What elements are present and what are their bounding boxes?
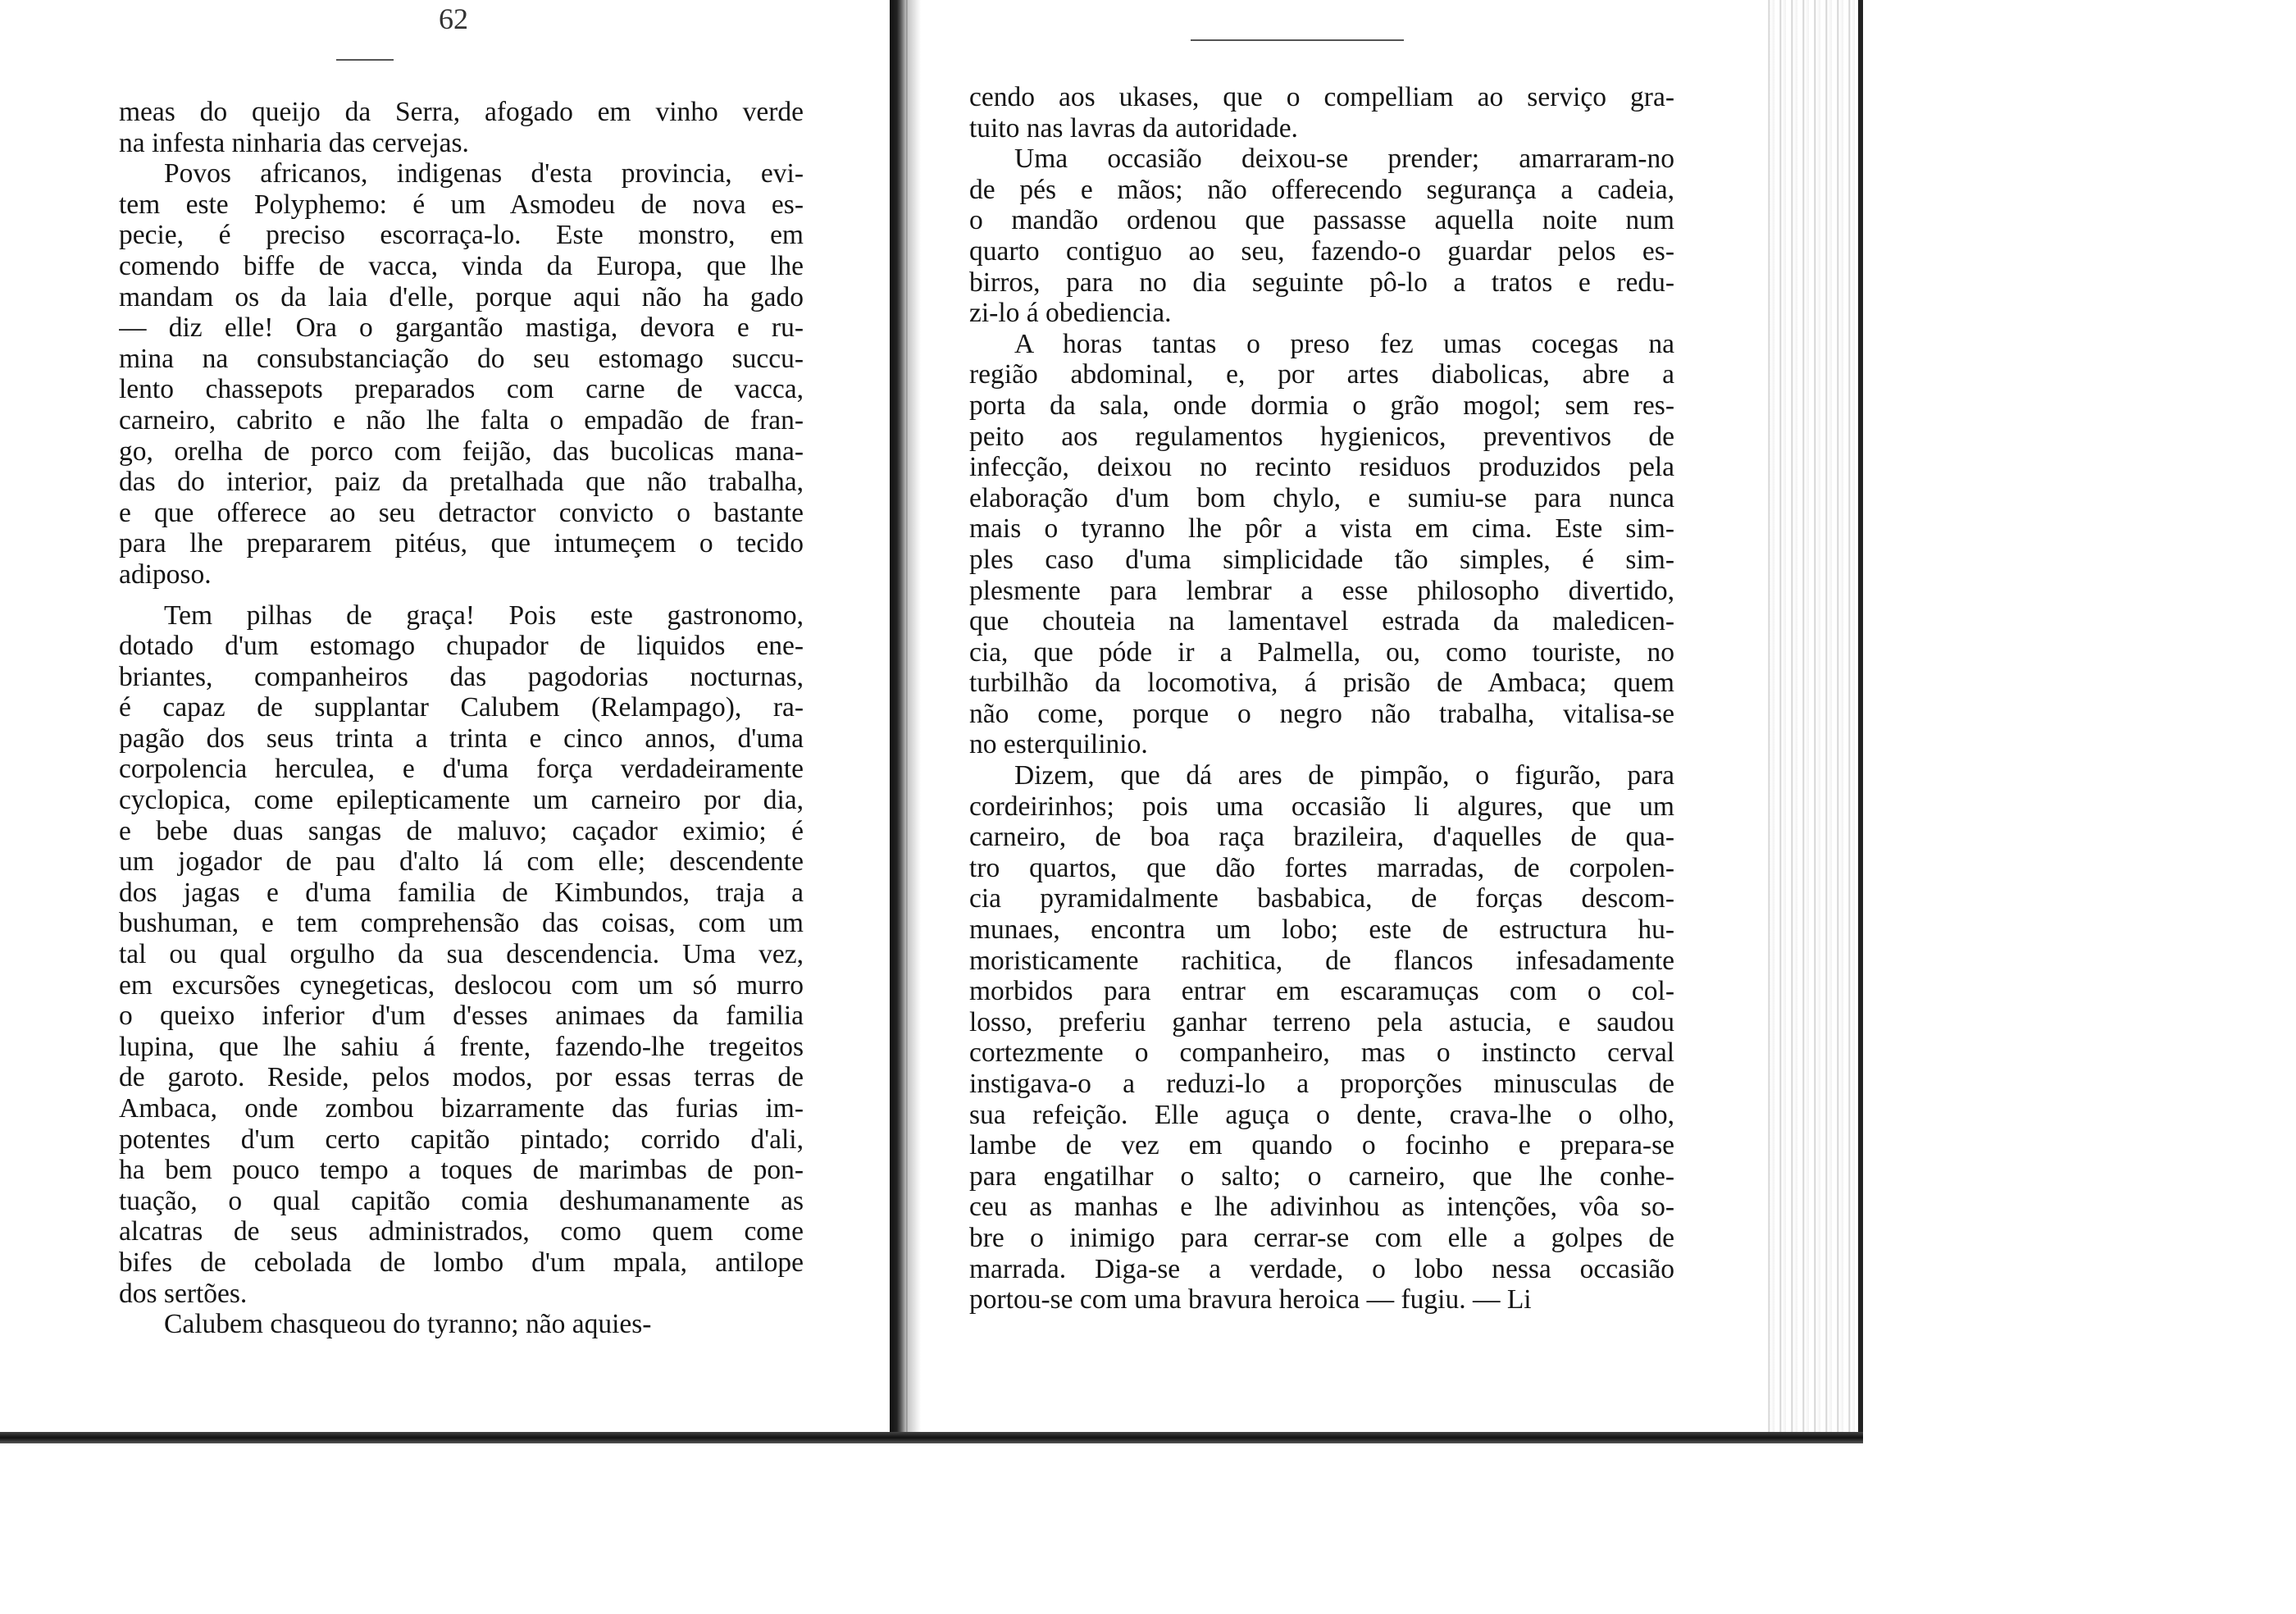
text-line: ceu as manhas e lhe adivinhou as intenções, vôa so- [969,1192,1674,1223]
text-line: bre o inimigo para cerrar-se com elle a golpes de [969,1222,1674,1253]
text-line: mais o tyranno lhe pôr a vista em cima. Este sim- [969,513,1674,545]
text-line: potentes d'um certo capitão pintado; corrido d'ali, [119,1124,804,1155]
text-line: de pés e mãos; não offerecendo segurança a cadeia, [969,174,1674,205]
text-line: plesmente para lembrar a esse philosopho divertido, [969,575,1674,606]
text-line: infecção, deixou no recinto residuos produzidos pela [969,452,1674,483]
text-line: para engatilhar o salto; o carneiro, que lhe conhe- [969,1160,1674,1192]
text-line: tem este Polyphemo: é um Asmodeu de nova es- [119,189,804,220]
text-line: tuito nas lavras da autoridade. [969,112,1298,144]
text-line: pagão dos seus trinta a trinta e cinco annos, d'uma [119,723,804,754]
text-line: Tem pilhas de graça! Pois este gastronomo, [164,600,804,631]
text-line: cendo aos ukases, que o compelliam ao serviço gra- [969,82,1674,112]
header-rule [1191,39,1404,41]
text-line: tuação, o qual capitão comia deshumanamente as [119,1185,804,1216]
text-line: cia pyramidalmente basbabica, de forças descom- [969,883,1674,914]
text-line: tal ou qual orgulho da sua descendencia. Uma vez, [119,939,804,970]
text-line: comendo biffe de vacca, vinda da Europa, que lhe [119,250,804,281]
page-fore-edge [1763,0,1863,1443]
text-line: e bebe duas sangas de maluvo; caçador eximio; é [119,815,804,846]
text-line: dos sertões. [119,1278,248,1309]
text-line: das do interior, paiz da pretalhada que não trabalha, [119,467,804,498]
text-line: go, orelha de porco com feijão, das bucolicas mana- [119,435,804,467]
text-line: que chouteia na lamentavel estrada da maledicen- [969,606,1674,637]
text-line: em excursões cynegeticas, deslocou com um só murro [119,969,804,1001]
text-line: moristicamente rachitica, de flancos infesadamente [969,945,1674,976]
text-line: porta da sala, onde dormia o grão mogol; sem res- [969,390,1674,421]
text-line: meas do queijo da Serra, afogado em vinho verde [119,97,804,127]
page-edge-line [1858,0,1863,1443]
text-line: cyclopica, come epilepticamente um carneiro por dia, [119,785,804,816]
left-page [0,0,895,1443]
text-line: de garoto. Reside, pelos modos, por essas terras de [119,1062,804,1093]
text-line: birros, para no dia seguinte pô-lo a tratos e redu- [969,267,1674,298]
text-line: mandam os da laia d'elle, porque aqui não ha gado [119,281,804,312]
text-line: corpolencia herculea, e d'uma força verdadeiramente [119,754,804,785]
text-line: pecie, é preciso escorraça-lo. Este monstro, em [119,220,804,251]
text-line: na infesta ninharia das cervejas. [119,127,469,158]
text-line: portou-se com uma bravura heroica — fugiu. — Li [969,1284,1532,1315]
text-line: cortezmente o companheiro, mas o instincto cerval [969,1037,1674,1069]
text-line: no esterquilinio. [969,729,1148,760]
text-line: um jogador de pau d'alto lá com elle; descendente [119,846,804,878]
text-line: peito aos regulamentos hygienicos, preventivos de [969,421,1674,452]
text-line: não come, porque o negro não trabalha, vitalisa-se [969,698,1674,729]
text-line: marrada. Diga-se a verdade, o lobo nessa occasião [969,1253,1674,1284]
text-line: briantes, companheiros das pagodorias nocturnas, [119,661,804,692]
text-line: e que offerece ao seu detractor convicto o bastante [119,497,804,528]
text-line: morbidos para entrar em escaramuças com o col- [969,976,1674,1007]
text-line: sua refeição. Elle aguça o dente, crava-lhe o olho, [969,1099,1674,1130]
text-line: elaboração d'um bom chylo, e sumiu-se para nunca [969,482,1674,513]
text-line: Calubem chasqueou do tyranno; não aquies- [164,1309,652,1340]
text-line: lento chassepots preparados com carne de vacca, [119,374,804,405]
text-line: carneiro, de boa raça brazileira, d'aquelles de qua- [969,822,1674,853]
text-line: o mandão ordenou que passasse aquella noite num [969,205,1674,236]
text-line: — diz elle! Ora o gargantão mastiga, devora e ru- [119,312,804,344]
text-line: quarto contiguo ao seu, fazendo-o guardar pelos es- [969,235,1674,267]
text-line: carneiro, cabrito e não lhe falta o empadão de fran- [119,404,804,435]
page-bottom-edge [0,1432,1863,1443]
text-line: é capaz de supplantar Calubem (Relampago), ra- [119,692,804,723]
text-line: bushuman, e tem comprehensão das coisas, com um [119,908,804,939]
text-line: região abdominal, e, por artes diabolicas, abre a [969,359,1674,390]
text-line: dos jagas e d'uma familia de Kimbundos, traja a [119,877,804,908]
text-line: turbilhão da locomotiva, á prisão de Ambaca; quem [969,668,1674,699]
text-line: losso, preferiu ganhar terreno pela astucia, e saudou [969,1006,1674,1037]
text-line: dotado d'um estomago chupador de liquidos ene- [119,631,804,662]
text-line: Dizem, que dá ares de pimpão, o figurão, para [1014,760,1674,791]
text-line: bifes de cebolada de lombo d'um mpala, antilope [119,1247,804,1278]
text-line: adiposo. [119,559,212,590]
header-rule [336,59,394,61]
text-line: Ambaca, onde zombou bizarramente das furias im- [119,1093,804,1124]
text-line: mina na consubstanciação do seu estomago succu- [119,343,804,374]
text-line: para lhe prepararem pitéus, que intumeçem o tecido [119,528,804,559]
text-line: o queixo inferior d'um d'esses animaes da familia [119,1001,804,1032]
text-line: munaes, encontra um lobo; este de estructura hu- [969,914,1674,946]
text-line: cordeirinhos; pois uma occasião li algures, que um [969,791,1674,822]
text-line: ples caso d'uma simplicidade tão simples, é sim- [969,544,1674,575]
text-line: lambe de vez em quando o focinho e prepara-se [969,1130,1674,1161]
text-line: cia, que póde ir a Palmella, ou, como touriste, no [969,636,1674,668]
text-line: lupina, que lhe sahiu á frente, fazendo-lhe tregeitos [119,1031,804,1062]
left-page-text [119,97,804,1340]
page-number: 62 [439,2,468,35]
text-line: Povos africanos, indigenas d'esta provincia, evi- [164,158,804,189]
text-line: instigava-o a reduzi-lo a proporções minusculas de [969,1069,1674,1099]
right-page-text [969,82,1674,1315]
right-page [895,0,1863,1443]
text-line: alcatras de seus administrados, como quem come [119,1216,804,1247]
text-line: zi-lo á obediencia. [969,298,1172,329]
text-line: A horas tantas o preso fez umas cocegas na [1014,328,1674,359]
text-line: tro quartos, que dão fortes marradas, de corpolen- [969,852,1674,883]
text-line: Uma occasião deixou-se prender; amarraram-no [1014,144,1674,175]
text-line: ha bem pouco tempo a toques de marimbas de pon- [119,1155,804,1186]
